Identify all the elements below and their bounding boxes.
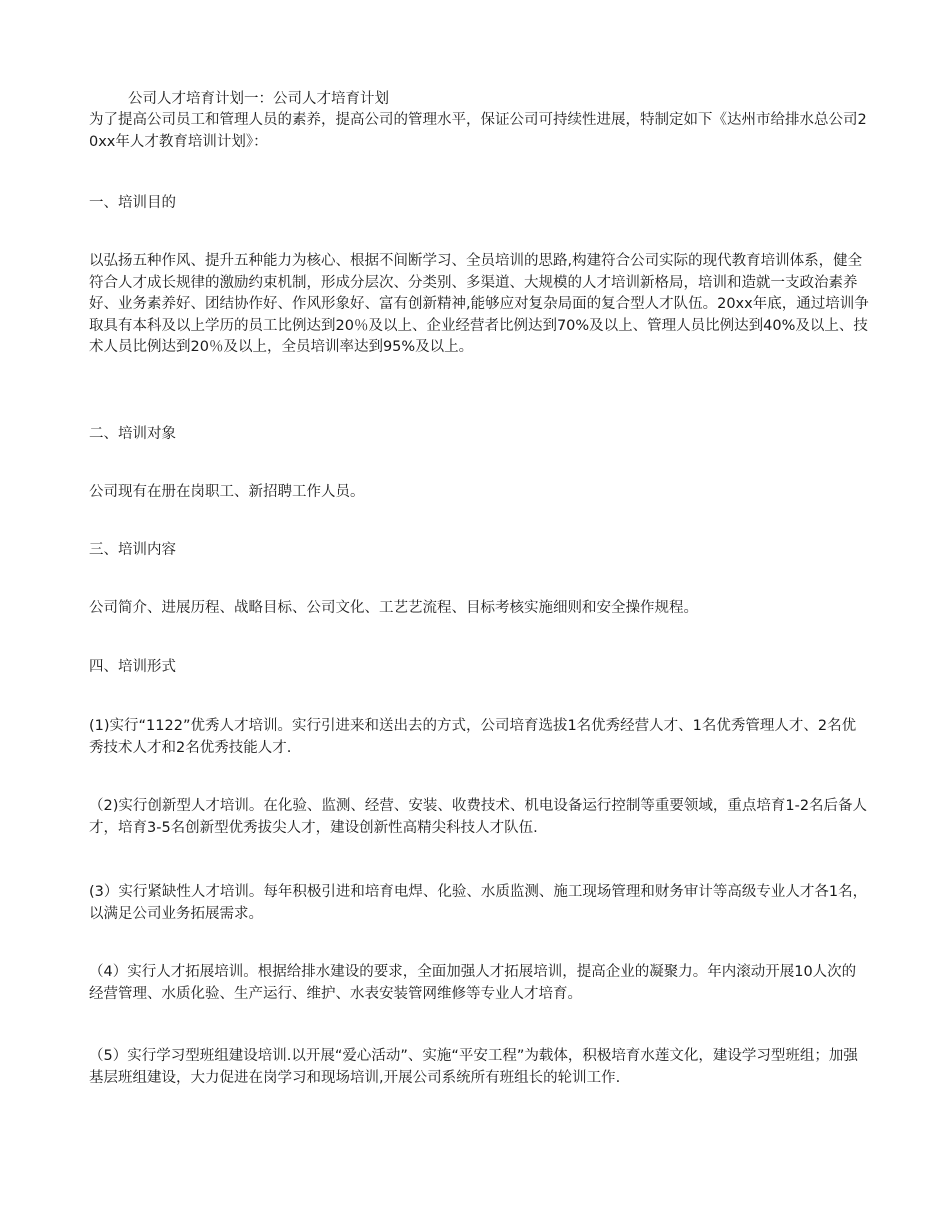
section-heading-purpose: 一、培训目的: [89, 195, 176, 211]
section-heading-content: 三、培训内容: [89, 542, 176, 558]
training-form-item: （4）实行人才拓展培训。根据给排水建设的要求，全面加强人才拓展培训，提高企业的凝聚力。年内滚动开展10人次的经营管理、水质化验、生产运行、维护、水表安装管网维修等专业人才培育。: [89, 964, 857, 1002]
section-heading-targets: 二、培训对象: [89, 426, 176, 442]
section-body-purpose: 以弘扬五种作风、提升五种能力为核心、根据不间断学习、全员培训的思路,构建符合公司实际的现代教育培训体系，健全符合人才成长规律的激励约束机制，形成分层次、分类别、多渠道、大规模的人才培训新格局，培训和造就一支政治素养好、业务素养好、团结协作好、作风形象好、富有创新精神,能够应对复杂局面的复合型人才队伍。20xx年底，通过培训争取具有本科及以上学历的员工比例达到20％及以上、企业经营者比例达到70%及以上、管理人员比例达到40%及以上、技术人员比例达到20％及以上，全员培训率达到95%及以上。: [89, 253, 869, 355]
intro-paragraph: 为了提高公司员工和管理人员的素养，提高公司的管理水平，保证公司可持续性进展，特制定如下《达州市给排水总公司20xx年人才教育培训计划》：: [89, 112, 867, 150]
section-heading-forms: 四、培训形式: [89, 659, 176, 675]
training-form-item: (1)实行“1122”优秀人才培训。实行引进来和送出去的方式，公司培育选拔1名优秀经营人才、1名优秀管理人才、2名优秀技术人才和2名优秀技能人才.: [89, 718, 857, 756]
training-form-item: （2)实行创新型人才培训。在化验、监测、经营、安装、收费技术、机电设备运行控制等重要领域，重点培育1-2名后备人才，培育3-5名创新型优秀拔尖人才，建设创新性高精尖科技人才队伍.: [89, 798, 868, 836]
training-form-item: (3）实行紧缺性人才培训。每年积极引进和培育电焊、化验、水质监测、施工现场管理和财务审计等高级专业人才各1名，以满足公司业务拓展需求。: [89, 884, 868, 922]
section-body-content: 公司简介、进展历程、战略目标、公司文化、工艺艺流程、目标考核实施细则和安全操作规程。: [89, 600, 698, 616]
training-form-item: （5）实行学习型班组建设培训.以开展“爱心活动”、实施“平安工程”为载体，积极培育水莲文化，建设学习型班组；加强基层班组建设，大力促进在岗学习和现场培训,开展公司系统所有班组长的轮训工作.: [89, 1048, 858, 1086]
section-body-targets: 公司现有在册在岗职工、新招聘工作人员。: [89, 484, 365, 500]
document-title: 公司人才培育计划一：公司人才培育计划: [128, 91, 389, 107]
